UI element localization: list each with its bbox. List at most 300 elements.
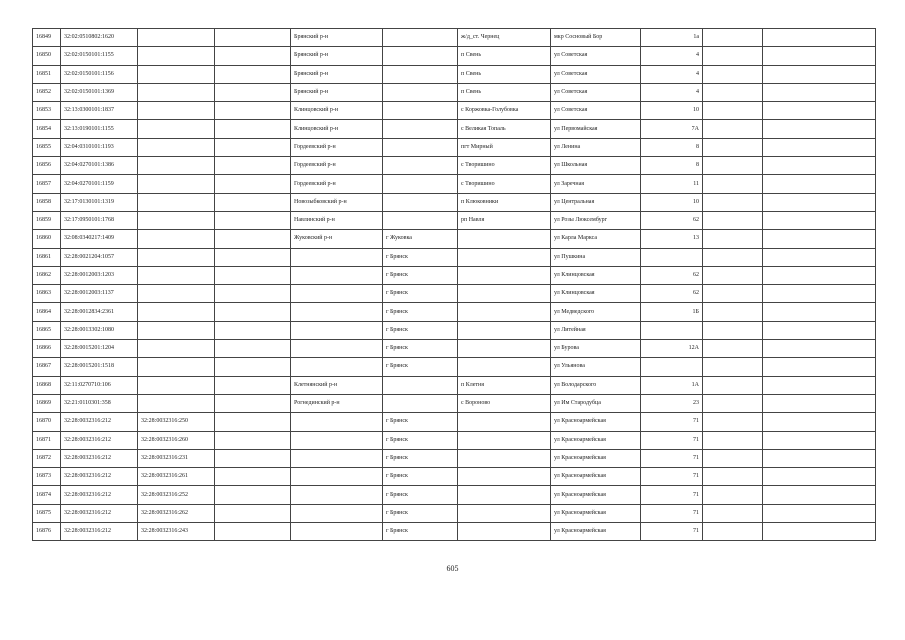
cell-empty-column: [215, 449, 291, 467]
cell-parent-cadastral-number: [138, 120, 215, 138]
cell-city: [383, 193, 458, 211]
cell-extra-column-2: [763, 175, 876, 193]
cell-street: ул Красноармейская: [551, 413, 641, 431]
cell-house-number: 4: [641, 47, 703, 65]
cell-house-number: 4: [641, 83, 703, 101]
cell-extra-column-2: [763, 157, 876, 175]
cell-parent-cadastral-number: [138, 83, 215, 101]
cell-parent-cadastral-number: [138, 266, 215, 284]
cell-empty-column: [215, 413, 291, 431]
cell-parent-cadastral-number: [138, 394, 215, 412]
table-row: [33, 394, 876, 412]
cell-extra-column-1: [703, 285, 763, 303]
table-row: [33, 120, 876, 138]
cell-extra-column-1: [703, 340, 763, 358]
cell-street: ул Красноармейская: [551, 468, 641, 486]
cell-settlement: [458, 486, 551, 504]
cell-city: [383, 120, 458, 138]
cell-cadastral-number: 32:04:0310101:1193: [61, 138, 138, 156]
table-row: [33, 449, 876, 467]
cell-empty-column: [215, 65, 291, 83]
cell-parent-cadastral-number: [138, 230, 215, 248]
cell-district: Гордеевский р-н: [291, 157, 383, 175]
cell-extra-column-1: [703, 358, 763, 376]
cell-street: ул Школьная: [551, 157, 641, 175]
table-row: [33, 83, 876, 101]
cell-district: [291, 321, 383, 339]
cell-row-number: 16862: [33, 266, 61, 284]
cell-city: г Брянск: [383, 321, 458, 339]
cell-parent-cadastral-number: [138, 65, 215, 83]
cell-district: Навлинский р-н: [291, 211, 383, 229]
cell-district: [291, 413, 383, 431]
cell-settlement: с Коржовка-Голубовка: [458, 102, 551, 120]
cell-city: г Брянск: [383, 340, 458, 358]
cell-empty-column: [215, 83, 291, 101]
table-row: [33, 248, 876, 266]
cell-empty-column: [215, 468, 291, 486]
cell-extra-column-2: [763, 523, 876, 541]
table-row: [33, 211, 876, 229]
cell-extra-column-2: [763, 468, 876, 486]
table-row: [33, 376, 876, 394]
cell-extra-column-2: [763, 120, 876, 138]
cell-street: ул Бурова: [551, 340, 641, 358]
cell-house-number: 12А: [641, 340, 703, 358]
cell-parent-cadastral-number: 32:28:0032316:231: [138, 449, 215, 467]
cell-settlement: п Свень: [458, 65, 551, 83]
cell-house-number: 7А: [641, 120, 703, 138]
cell-cadastral-number: 32:28:0032316:212: [61, 486, 138, 504]
cell-district: Брянский р-н: [291, 83, 383, 101]
cell-extra-column-1: [703, 248, 763, 266]
cell-extra-column-1: [703, 175, 763, 193]
cell-extra-column-2: [763, 303, 876, 321]
cell-row-number: 16858: [33, 193, 61, 211]
cell-extra-column-2: [763, 102, 876, 120]
cell-settlement: п Клетня: [458, 376, 551, 394]
cell-street: ул Первомайская: [551, 120, 641, 138]
cell-extra-column-1: [703, 376, 763, 394]
cell-district: [291, 303, 383, 321]
cell-city: [383, 211, 458, 229]
cell-row-number: 16850: [33, 47, 61, 65]
cell-row-number: 16851: [33, 65, 61, 83]
cell-city: г Брянск: [383, 468, 458, 486]
cell-street: ул Красноармейская: [551, 431, 641, 449]
cell-city: [383, 394, 458, 412]
cell-empty-column: [215, 303, 291, 321]
cell-extra-column-2: [763, 285, 876, 303]
table-row: [33, 266, 876, 284]
cell-house-number: 1Б: [641, 303, 703, 321]
cell-cadastral-number: 32:02:0150101:1369: [61, 83, 138, 101]
cell-empty-column: [215, 321, 291, 339]
cell-city: г Брянск: [383, 431, 458, 449]
cell-city: г Брянск: [383, 449, 458, 467]
cell-settlement: [458, 340, 551, 358]
cell-district: Новозыбковский р-н: [291, 193, 383, 211]
cell-street: ул Красноармейская: [551, 523, 641, 541]
cell-city: г Брянск: [383, 523, 458, 541]
cell-cadastral-number: 32:02:0150101:1156: [61, 65, 138, 83]
cell-settlement: с Великая Топаль: [458, 120, 551, 138]
cell-street: ул Красноармейская: [551, 449, 641, 467]
cell-street: ул Карла Маркса: [551, 230, 641, 248]
cell-extra-column-1: [703, 138, 763, 156]
cell-city: г Брянск: [383, 413, 458, 431]
cell-parent-cadastral-number: [138, 175, 215, 193]
cell-extra-column-1: [703, 120, 763, 138]
cell-extra-column-2: [763, 266, 876, 284]
cell-house-number: 10: [641, 102, 703, 120]
cell-city: г Брянск: [383, 285, 458, 303]
cell-empty-column: [215, 157, 291, 175]
cell-city: г Брянск: [383, 504, 458, 522]
cell-row-number: 16869: [33, 394, 61, 412]
cell-city: [383, 175, 458, 193]
cell-settlement: [458, 358, 551, 376]
cell-street: ул Ленина: [551, 138, 641, 156]
table-row: [33, 321, 876, 339]
cell-parent-cadastral-number: 32:28:0032316:262: [138, 504, 215, 522]
cell-settlement: с Творишино: [458, 157, 551, 175]
cell-row-number: 16855: [33, 138, 61, 156]
cell-row-number: 16852: [33, 83, 61, 101]
cell-street: ул Медведского: [551, 303, 641, 321]
table-row: [33, 157, 876, 175]
cell-district: [291, 523, 383, 541]
cell-extra-column-2: [763, 230, 876, 248]
cell-cadastral-number: 32:28:0015201:1518: [61, 358, 138, 376]
cell-cadastral-number: 32:28:0021204:1057: [61, 248, 138, 266]
cell-extra-column-1: [703, 321, 763, 339]
cell-house-number: [641, 358, 703, 376]
cell-house-number: 71: [641, 449, 703, 467]
cell-cadastral-number: 32:02:0510802:1620: [61, 29, 138, 47]
cell-street: мкр Сосновый Бор: [551, 29, 641, 47]
cell-street: ул Клинцовская: [551, 266, 641, 284]
table-row: [33, 303, 876, 321]
table-row: [33, 65, 876, 83]
cell-cadastral-number: 32:28:0012003:1137: [61, 285, 138, 303]
cell-empty-column: [215, 504, 291, 522]
cell-district: Брянский р-н: [291, 65, 383, 83]
register-table: [32, 28, 876, 541]
cell-cadastral-number: 32:02:0150101:1155: [61, 47, 138, 65]
cell-city: [383, 47, 458, 65]
cell-empty-column: [215, 120, 291, 138]
cell-row-number: 16857: [33, 175, 61, 193]
cell-settlement: рп Навля: [458, 211, 551, 229]
cell-extra-column-2: [763, 486, 876, 504]
cell-street: ул Розы Люксембург: [551, 211, 641, 229]
cell-extra-column-2: [763, 211, 876, 229]
cell-row-number: 16859: [33, 211, 61, 229]
cell-row-number: 16866: [33, 340, 61, 358]
cell-cadastral-number: 32:28:0012003:1203: [61, 266, 138, 284]
cell-empty-column: [215, 230, 291, 248]
cell-settlement: [458, 230, 551, 248]
cell-empty-column: [215, 376, 291, 394]
cell-parent-cadastral-number: [138, 376, 215, 394]
cell-house-number: [641, 321, 703, 339]
cell-empty-column: [215, 29, 291, 47]
cell-extra-column-2: [763, 394, 876, 412]
cell-settlement: [458, 504, 551, 522]
cell-parent-cadastral-number: [138, 47, 215, 65]
cell-city: г Брянск: [383, 303, 458, 321]
cell-cadastral-number: 32:11:0270710:106: [61, 376, 138, 394]
cell-parent-cadastral-number: [138, 303, 215, 321]
cell-city: [383, 83, 458, 101]
cell-street: ул Советская: [551, 65, 641, 83]
table-row: [33, 340, 876, 358]
cell-settlement: [458, 413, 551, 431]
table-row: [33, 486, 876, 504]
cell-house-number: 71: [641, 523, 703, 541]
cell-cadastral-number: 32:28:0032316:212: [61, 413, 138, 431]
cell-extra-column-2: [763, 449, 876, 467]
cell-cadastral-number: 32:04:0270101:1159: [61, 175, 138, 193]
cell-parent-cadastral-number: [138, 248, 215, 266]
cell-empty-column: [215, 193, 291, 211]
cell-extra-column-1: [703, 413, 763, 431]
cell-city: [383, 29, 458, 47]
cell-cadastral-number: 32:17:0950101:1768: [61, 211, 138, 229]
cell-parent-cadastral-number: [138, 29, 215, 47]
table-row: [33, 230, 876, 248]
cell-cadastral-number: 32:28:0032316:212: [61, 504, 138, 522]
cell-house-number: 11: [641, 175, 703, 193]
cell-extra-column-2: [763, 321, 876, 339]
cell-row-number: 16853: [33, 102, 61, 120]
cell-district: [291, 248, 383, 266]
cell-parent-cadastral-number: 32:28:0032316:261: [138, 468, 215, 486]
cell-cadastral-number: 32:28:0032316:212: [61, 523, 138, 541]
table-row: [33, 138, 876, 156]
cell-district: Гордеевский р-н: [291, 175, 383, 193]
cell-cadastral-number: 32:08:0340217:1409: [61, 230, 138, 248]
table-row: [33, 102, 876, 120]
cell-empty-column: [215, 138, 291, 156]
cell-settlement: [458, 248, 551, 266]
cell-extra-column-2: [763, 376, 876, 394]
cell-cadastral-number: 32:28:0032316:212: [61, 449, 138, 467]
cell-row-number: 16864: [33, 303, 61, 321]
cell-parent-cadastral-number: 32:28:0032316:250: [138, 413, 215, 431]
cell-extra-column-2: [763, 504, 876, 522]
cell-extra-column-2: [763, 83, 876, 101]
cell-settlement: [458, 431, 551, 449]
table-row: [33, 504, 876, 522]
cell-district: [291, 340, 383, 358]
cell-street: ул Им Стародубца: [551, 394, 641, 412]
cell-row-number: 16849: [33, 29, 61, 47]
cell-row-number: 16875: [33, 504, 61, 522]
cell-parent-cadastral-number: [138, 102, 215, 120]
cell-district: [291, 449, 383, 467]
cell-district: [291, 266, 383, 284]
cell-parent-cadastral-number: [138, 138, 215, 156]
cell-district: Брянский р-н: [291, 47, 383, 65]
cell-district: [291, 285, 383, 303]
cell-house-number: 71: [641, 486, 703, 504]
cell-settlement: с Творишино: [458, 175, 551, 193]
cell-settlement: п Клюковники: [458, 193, 551, 211]
cell-extra-column-2: [763, 29, 876, 47]
cell-house-number: 8: [641, 138, 703, 156]
cell-district: Клинцовский р-н: [291, 120, 383, 138]
cell-cadastral-number: 32:28:0032316:212: [61, 468, 138, 486]
cell-district: Клинцовский р-н: [291, 102, 383, 120]
cell-house-number: 71: [641, 468, 703, 486]
cell-street: ул Красноармейская: [551, 504, 641, 522]
cell-district: [291, 486, 383, 504]
cell-extra-column-1: [703, 47, 763, 65]
cell-district: [291, 468, 383, 486]
cell-cadastral-number: 32:17:0130101:1319: [61, 193, 138, 211]
cell-settlement: [458, 266, 551, 284]
cell-cadastral-number: 32:21:0110301:358: [61, 394, 138, 412]
cell-extra-column-1: [703, 486, 763, 504]
cell-settlement: [458, 468, 551, 486]
cell-cadastral-number: 32:13:0300101:1837: [61, 102, 138, 120]
cell-empty-column: [215, 523, 291, 541]
cell-empty-column: [215, 102, 291, 120]
cell-settlement: ж/д_ст. Чернец: [458, 29, 551, 47]
cell-extra-column-1: [703, 523, 763, 541]
cell-street: ул Ульянова: [551, 358, 641, 376]
table-row: [33, 285, 876, 303]
cell-city: [383, 102, 458, 120]
cell-house-number: 4: [641, 65, 703, 83]
cell-row-number: 16854: [33, 120, 61, 138]
cell-extra-column-1: [703, 303, 763, 321]
cell-cadastral-number: 32:13:0190101:1155: [61, 120, 138, 138]
cell-row-number: 16870: [33, 413, 61, 431]
cell-parent-cadastral-number: [138, 193, 215, 211]
cell-city: г Брянск: [383, 358, 458, 376]
table-row: [33, 468, 876, 486]
cell-settlement: пгт Мирный: [458, 138, 551, 156]
cell-street: ул Центральная: [551, 193, 641, 211]
cell-extra-column-1: [703, 193, 763, 211]
cell-extra-column-1: [703, 504, 763, 522]
cell-cadastral-number: 32:28:0015201:1204: [61, 340, 138, 358]
cell-extra-column-2: [763, 358, 876, 376]
cell-extra-column-2: [763, 340, 876, 358]
cell-empty-column: [215, 285, 291, 303]
cell-extra-column-2: [763, 431, 876, 449]
cell-house-number: 13: [641, 230, 703, 248]
cell-extra-column-1: [703, 65, 763, 83]
cell-row-number: 16867: [33, 358, 61, 376]
cell-city: [383, 65, 458, 83]
cell-extra-column-1: [703, 211, 763, 229]
table-row: [33, 358, 876, 376]
cell-district: Жуковский р-н: [291, 230, 383, 248]
table-row: [33, 413, 876, 431]
cell-district: Рогнединский р-н: [291, 394, 383, 412]
cell-parent-cadastral-number: [138, 321, 215, 339]
cell-street: ул Володарского: [551, 376, 641, 394]
cell-district: Брянский р-н: [291, 29, 383, 47]
cell-parent-cadastral-number: [138, 340, 215, 358]
cell-settlement: п Свень: [458, 47, 551, 65]
cell-city: г Жуковка: [383, 230, 458, 248]
cell-parent-cadastral-number: 32:28:0032316:243: [138, 523, 215, 541]
cell-city: г Брянск: [383, 266, 458, 284]
cell-city: [383, 376, 458, 394]
cell-city: [383, 138, 458, 156]
cell-empty-column: [215, 47, 291, 65]
cell-row-number: 16871: [33, 431, 61, 449]
cell-cadastral-number: 32:28:0012834:2361: [61, 303, 138, 321]
cell-house-number: 1а: [641, 29, 703, 47]
cell-extra-column-1: [703, 157, 763, 175]
cell-empty-column: [215, 394, 291, 412]
cell-house-number: 10: [641, 193, 703, 211]
cell-empty-column: [215, 431, 291, 449]
cell-empty-column: [215, 266, 291, 284]
cell-settlement: [458, 523, 551, 541]
cell-street: ул Советская: [551, 47, 641, 65]
cell-settlement: [458, 303, 551, 321]
cell-settlement: [458, 449, 551, 467]
cell-cadastral-number: 32:28:0013302:1080: [61, 321, 138, 339]
cell-empty-column: [215, 248, 291, 266]
cell-settlement: [458, 285, 551, 303]
cell-settlement: с Вороново: [458, 394, 551, 412]
cell-settlement: [458, 321, 551, 339]
cell-street: ул Красноармейская: [551, 486, 641, 504]
table-row: [33, 47, 876, 65]
cell-empty-column: [215, 175, 291, 193]
cell-extra-column-2: [763, 413, 876, 431]
cell-row-number: 16863: [33, 285, 61, 303]
cell-house-number: 71: [641, 413, 703, 431]
table-row: [33, 193, 876, 211]
table-row: [33, 523, 876, 541]
cell-street: ул Пушкина: [551, 248, 641, 266]
cell-empty-column: [215, 211, 291, 229]
cell-extra-column-2: [763, 47, 876, 65]
cell-house-number: 62: [641, 285, 703, 303]
cell-row-number: 16856: [33, 157, 61, 175]
cell-house-number: 1А: [641, 376, 703, 394]
cell-row-number: 16874: [33, 486, 61, 504]
cell-parent-cadastral-number: [138, 157, 215, 175]
cell-house-number: 62: [641, 211, 703, 229]
cell-district: [291, 504, 383, 522]
cell-empty-column: [215, 358, 291, 376]
cell-row-number: 16861: [33, 248, 61, 266]
cell-cadastral-number: 32:28:0032316:212: [61, 431, 138, 449]
cell-house-number: 71: [641, 504, 703, 522]
cell-parent-cadastral-number: [138, 358, 215, 376]
cell-extra-column-1: [703, 230, 763, 248]
cell-empty-column: [215, 340, 291, 358]
cell-cadastral-number: 32:04:0270101:1386: [61, 157, 138, 175]
cell-extra-column-1: [703, 83, 763, 101]
cell-settlement: п Свень: [458, 83, 551, 101]
cell-extra-column-1: [703, 266, 763, 284]
cell-house-number: [641, 248, 703, 266]
cell-house-number: 8: [641, 157, 703, 175]
cell-parent-cadastral-number: 32:28:0032316:252: [138, 486, 215, 504]
cell-street: ул Литейная: [551, 321, 641, 339]
